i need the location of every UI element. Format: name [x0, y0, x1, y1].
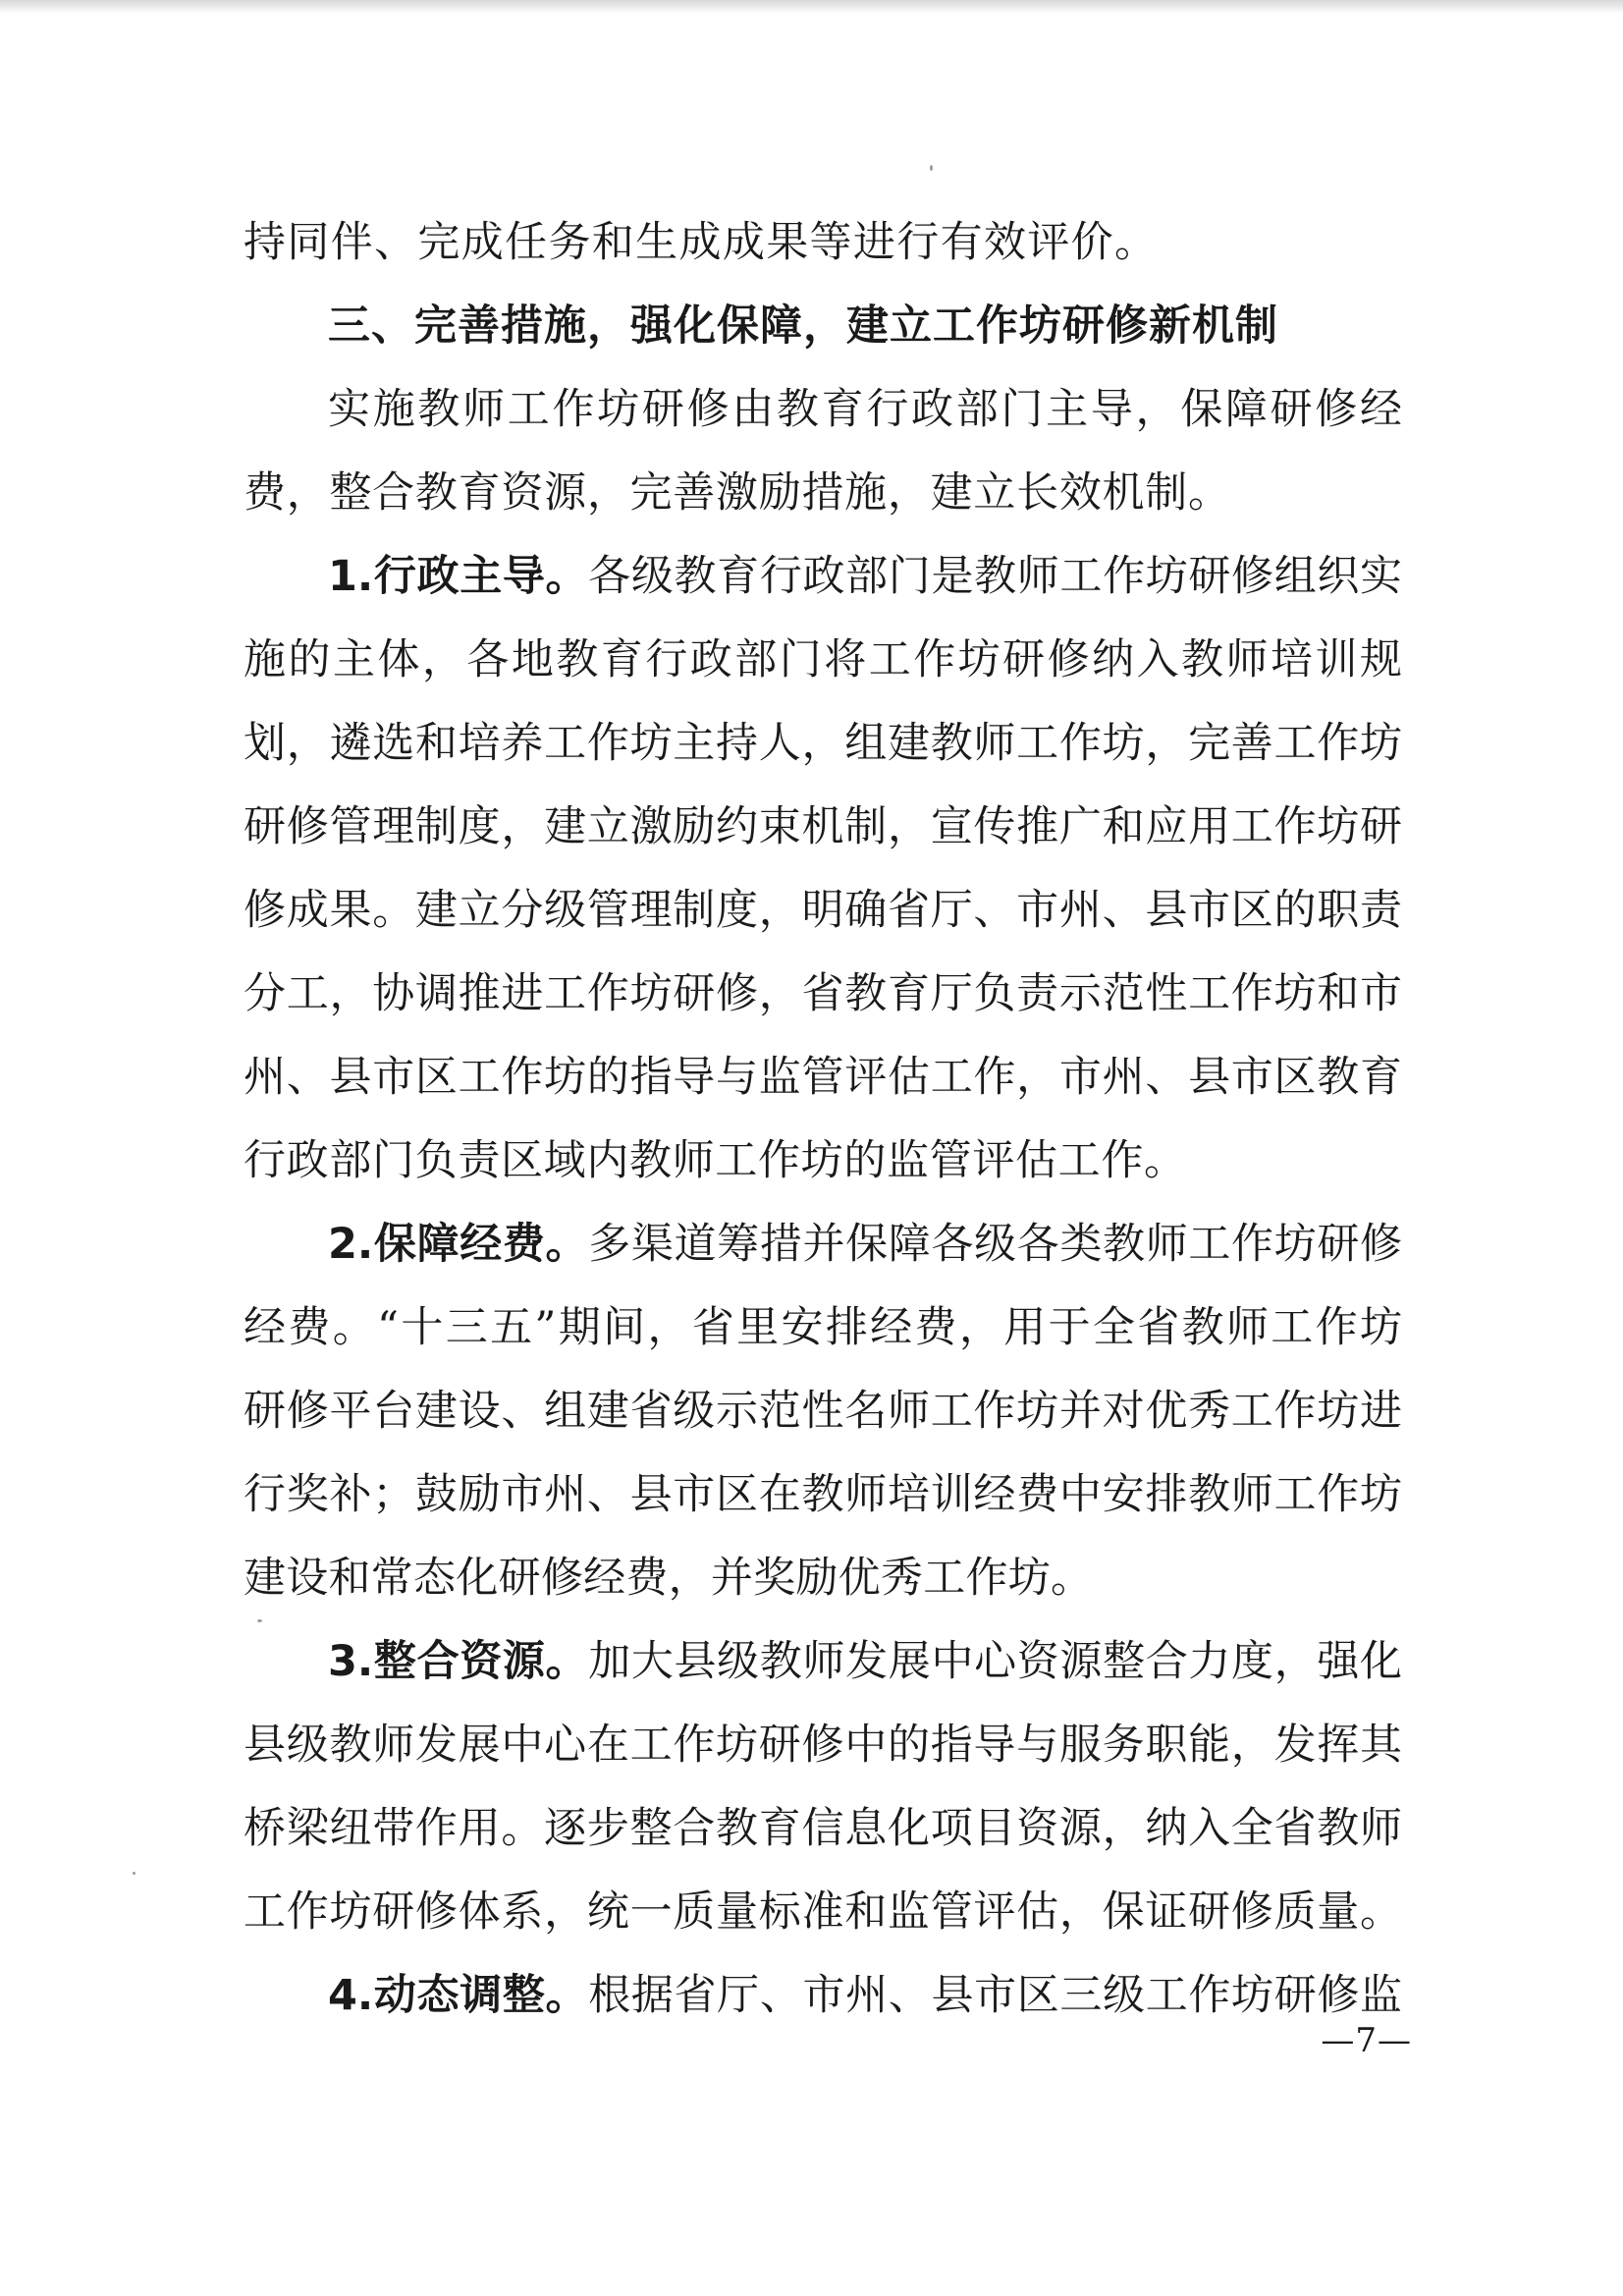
body-line-19: 县级教师发展中心在工作坊研修中的指导与服务职能，发挥其: [243, 1721, 1402, 1770]
body-line-3: 实施教师工作坊研修由教育行政部门主导，保障研修经: [328, 385, 1402, 434]
body-line-9: 修成果。建立分级管理制度，明确省厅、市州、县市区的职责: [243, 886, 1402, 935]
body-line-17: 建设和常态化研修经费，并奖励优秀工作坊。: [243, 1554, 1093, 1603]
body-line-8: 研修管理制度，建立激励约束机制，宣传推广和应用工作坊研: [243, 802, 1402, 851]
body-line-7: 划，遴选和培养工作坊主持人，组建教师工作坊，完善工作坊: [243, 719, 1402, 768]
section-heading: 三、完善措施，强化保障，建立工作坊研修新机制: [328, 301, 1278, 351]
scan-speck: [930, 165, 933, 171]
scan-speck: [133, 1872, 135, 1875]
body-line-16: 行奖补；鼓励市州、县市区在教师培训经费中安排教师工作坊: [243, 1470, 1402, 1519]
item-1-first-line: [243, 535, 1402, 619]
body-line-14: 经费。“十三五”期间，省里安排经费，用于全省教师工作坊: [243, 1303, 1402, 1352]
page-number: —7—: [1321, 2021, 1412, 2060]
body-line-15: 研修平台建设、组建省级示范性名师工作坊并对优秀工作坊进: [243, 1387, 1402, 1436]
item-4-label: 4.动态调整。: [328, 1971, 589, 2020]
item-2-text: 多渠道筹措并保障各级各类教师工作坊研修: [588, 1220, 1403, 1269]
item-1-text: 各级教育行政部门是教师工作坊研修组织实: [588, 552, 1403, 601]
body-line-21: 工作坊研修体系，统一质量标准和监管评估，保证研修质量。: [243, 1887, 1402, 1937]
item-4-first-line: [243, 1954, 1402, 2038]
body-line-20: 桥梁纽带作用。逐步整合教育信息化项目资源，纳入全省教师: [243, 1804, 1402, 1853]
scan-top-edge: [0, 0, 1623, 14]
item-3-text: 加大县级教师发展中心资源整合力度，强化: [588, 1637, 1403, 1686]
item-2-label: 2.保障经费。: [328, 1220, 589, 1269]
item-3-label: 3.整合资源。: [328, 1637, 589, 1686]
body-line-1: 持同伴、完成任务和生成成果等进行有效评价。: [243, 218, 1157, 267]
body-line-6: 施的主体，各地教育行政部门将工作坊研修纳入教师培训规: [243, 635, 1402, 684]
item-2-first-line: [243, 1203, 1402, 1286]
item-4-text: 根据省厅、市州、县市区三级工作坊研修监: [588, 1971, 1403, 2020]
item-1-label: 1.行政主导。: [328, 552, 589, 601]
body-line-12: 行政部门负责区域内教师工作坊的监管评估工作。: [243, 1136, 1186, 1185]
document-body: [243, 201, 1402, 2038]
body-line-11: 州、县市区工作坊的指导与监管评估工作，市州、县市区教育: [243, 1053, 1402, 1102]
body-line-10: 分工，协调推进工作坊研修，省教育厅负责示范性工作坊和市: [243, 969, 1402, 1018]
body-line-4: 费，整合教育资源，完善激励措施，建立长效机制。: [243, 468, 1230, 518]
item-3-first-line: [243, 1620, 1402, 1704]
